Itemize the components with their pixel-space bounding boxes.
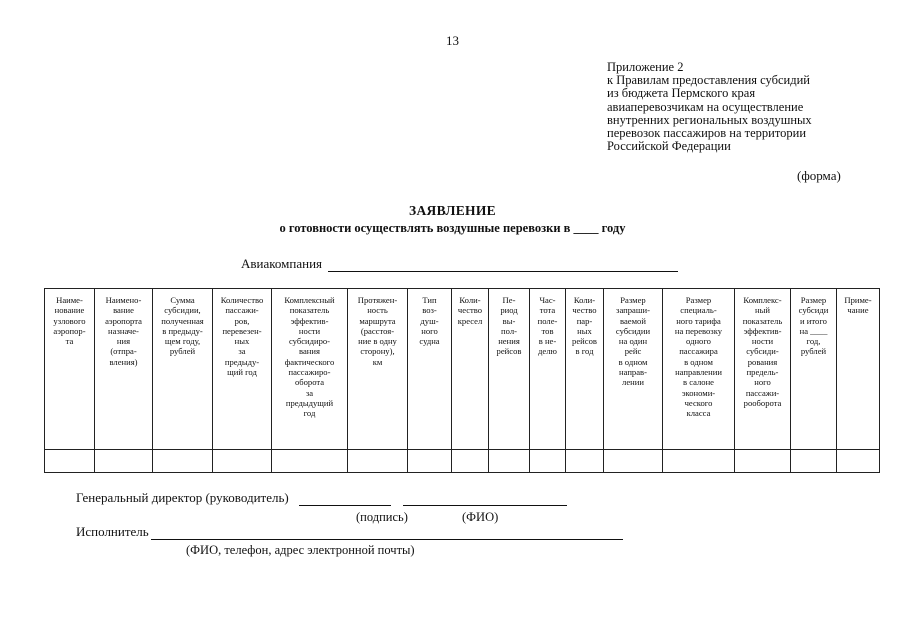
director-fio-blank-line[interactable] xyxy=(403,493,567,506)
executor-label: Исполнитель xyxy=(76,524,149,539)
column-header: Коли- чество кресел xyxy=(452,289,489,450)
column-header: Приме- чание xyxy=(837,289,880,450)
fio-hint: (ФИО) xyxy=(462,510,499,524)
page-number: 13 xyxy=(446,33,459,48)
table-cell[interactable] xyxy=(566,450,604,473)
column-header: Протяжен- ность маршрута (расстоя- ние в одну сторону), км xyxy=(348,289,408,450)
table-cell[interactable] xyxy=(452,450,489,473)
appendix-line: авиаперевозчикам на осуществление xyxy=(607,99,804,114)
column-header: Наиме- нование узлового аэропор- та xyxy=(45,289,95,450)
appendix-line: внутренних региональных воздушных xyxy=(607,112,812,127)
appendix-line: Приложение 2 xyxy=(607,60,684,74)
executor-hint: (ФИО, телефон, адрес электронной почты) xyxy=(186,543,415,557)
application-table xyxy=(44,288,880,473)
column-header: Тип воз- душ- ного судна xyxy=(408,289,452,450)
document-title: ЗАЯВЛЕНИЕ xyxy=(409,203,496,218)
executor-blank-line[interactable] xyxy=(151,527,623,540)
table-cell[interactable] xyxy=(791,450,837,473)
column-header: Количество пассажи- ров, перевезен- ных за предыду- щий год xyxy=(213,289,272,450)
signature-blank-line[interactable] xyxy=(299,493,391,506)
director-row xyxy=(76,490,567,506)
column-header: Размер специаль- ного тарифа на перевозку одного пассажира в одном направлении в салоне экономи- ческого класса xyxy=(663,289,735,450)
table-cell[interactable] xyxy=(735,450,791,473)
airline-label: Авиакомпания xyxy=(241,256,323,271)
table-cell[interactable] xyxy=(489,450,530,473)
appendix-block xyxy=(607,61,887,153)
column-header: Час- тота поле- тов в не- делю xyxy=(530,289,566,450)
table-row xyxy=(45,450,880,473)
airline-row xyxy=(241,256,678,272)
table-cell[interactable] xyxy=(45,450,95,473)
table-cell[interactable] xyxy=(213,450,272,473)
column-header: Наимено- вание аэропорта назначе- ния (отпра- вления) xyxy=(95,289,153,450)
column-header: Пе- риод вы- пол- нения рейсов xyxy=(489,289,530,450)
appendix-line: перевозок пассажиров на территории xyxy=(607,126,807,141)
column-header: Размер субсиди и итого на ____ год, рублей xyxy=(791,289,837,450)
column-header: Комплексный показатель эффектив- ности субсидиро- вания фактического пассажиро- оборота за предыдущий год xyxy=(272,289,348,450)
table-header-row xyxy=(45,289,880,450)
appendix-line: из бюджета Пермского края xyxy=(607,86,756,101)
executor-row xyxy=(76,524,623,540)
appendix-line: Российской Федерации xyxy=(607,139,731,154)
table-cell[interactable] xyxy=(348,450,408,473)
appendix-line: к Правилам предоставления субсидий xyxy=(607,73,810,88)
column-header: Размер запраши- ваемой субсидии на один рейс в одном направ- лении xyxy=(604,289,663,450)
table-cell[interactable] xyxy=(408,450,452,473)
table-cell[interactable] xyxy=(604,450,663,473)
table-cell[interactable] xyxy=(530,450,566,473)
column-header: Комплекс- ный показатель эффектив- ности субсиди- рования предель- ного пассажи- рооборота xyxy=(735,289,791,450)
table-cell[interactable] xyxy=(663,450,735,473)
column-header: Сумма субсидии, полученная в предыду- щем году, рублей xyxy=(153,289,213,450)
table-cell[interactable] xyxy=(153,450,213,473)
signature-hint: (подпись) xyxy=(356,510,408,524)
table-cell[interactable] xyxy=(837,450,880,473)
table-cell[interactable] xyxy=(95,450,153,473)
director-label: Генеральный директор (руководитель) xyxy=(76,490,289,505)
column-header: Коли- чество пар- ных рейсов в год xyxy=(566,289,604,450)
form-label: (форма) xyxy=(797,168,841,183)
airline-blank-line[interactable] xyxy=(328,259,678,272)
document-subtitle: о готовности осуществлять воздушные перевозки в ____ году xyxy=(279,221,626,235)
table-cell[interactable] xyxy=(272,450,348,473)
